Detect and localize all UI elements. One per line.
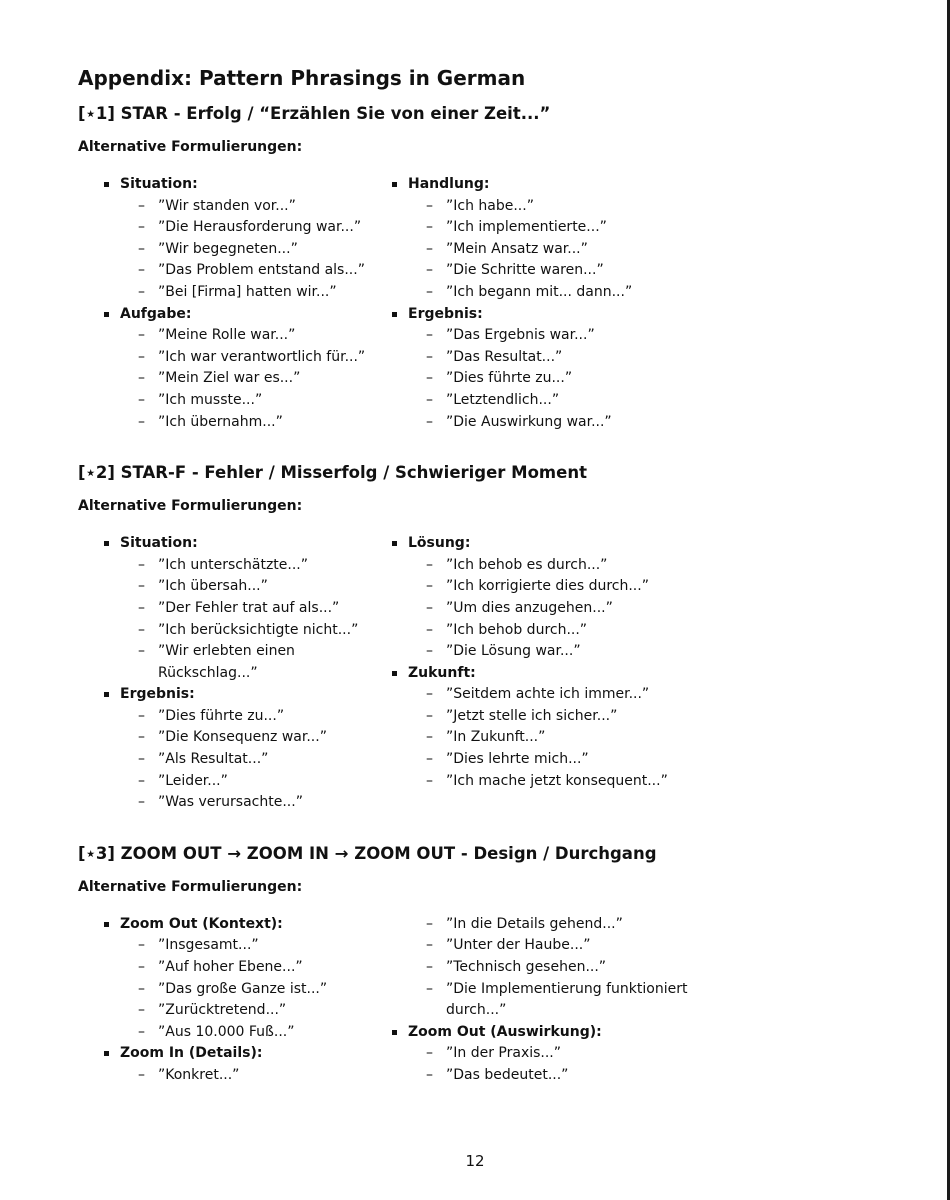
right-column [388, 533, 698, 814]
dash-bullet: – [426, 915, 433, 932]
phrase-item [388, 347, 698, 369]
category-label-text: Handlung: [408, 176, 490, 192]
phrase-text: ”Ich begann mit... dann...” [446, 283, 633, 300]
phrase-item [388, 1043, 698, 1065]
phrase-text: ”Unter der Haube...” [446, 937, 591, 954]
list-item [100, 1043, 388, 1086]
phrase-text: ”Das große Ganze ist...” [158, 980, 328, 997]
dash-bullet: – [426, 219, 433, 236]
left-column [78, 174, 388, 433]
sections-container [78, 102, 878, 1087]
phrase-text: ”Leider...” [158, 772, 228, 789]
phrase-text: ”Ich korrigierte dies durch...” [446, 578, 649, 595]
dash-bullet: – [426, 686, 433, 703]
phrase-item [388, 684, 698, 706]
phrase-item [388, 260, 698, 282]
phrase-item [100, 412, 388, 434]
phrase-item [388, 390, 698, 412]
phrase-text: ”Ich implementierte...” [446, 219, 607, 236]
phrase-text: ”Die Implementierung funktioniert durch...” [446, 980, 688, 1019]
dash-bullet: – [138, 751, 145, 768]
section-heading: [⋆1] STAR - Erfolg / “Erzählen Sie von einer Zeit...” [78, 104, 551, 123]
phrase-text: ”Ich behob es durch...” [446, 556, 608, 573]
phrase-item [388, 555, 698, 577]
phrase-item [388, 576, 698, 598]
phrase-item [388, 1065, 698, 1087]
list-item [388, 1022, 698, 1087]
phrase-item [388, 239, 698, 261]
phrase-text: ”Ich habe...” [446, 197, 534, 214]
phrase-text: ”Ich übernahm...” [158, 413, 283, 430]
dash-bullet: – [138, 937, 145, 954]
category-label [388, 1022, 698, 1044]
phrase-item [388, 282, 698, 304]
list-item [388, 663, 698, 793]
dash-bullet: – [426, 937, 433, 954]
dash-bullet: – [138, 772, 145, 789]
phrase-columns [78, 174, 878, 433]
phrase-item [100, 325, 388, 347]
dash-bullet: – [426, 1067, 433, 1083]
square-bullet-icon [392, 182, 397, 187]
phrase-text: ”Das Ergebnis war...” [446, 327, 595, 344]
phrase-text: ”Ich musste...” [158, 391, 263, 408]
phrase-text: ”In der Praxis...” [446, 1045, 562, 1062]
phrase-text: ”Jetzt stelle ich sicher...” [446, 707, 618, 724]
phrase-text: ”Das bedeutet...” [446, 1067, 569, 1083]
phrase-text: ”Ich mache jetzt konsequent...” [446, 772, 668, 789]
phrase-item [100, 979, 388, 1001]
square-bullet-icon [104, 541, 109, 546]
phrase-item [100, 771, 388, 793]
phrase-text: ”Bei [Firma] hatten wir...” [158, 283, 337, 300]
phrase-text: ”Letztendlich...” [446, 391, 560, 408]
phrase-item [388, 368, 698, 390]
phrase-text: ”Was verursachte...” [158, 794, 303, 811]
category-label [100, 1043, 388, 1065]
phrase-item [388, 979, 698, 1022]
dash-bullet: – [426, 1045, 433, 1062]
phrase-item [100, 390, 388, 412]
category-label [100, 174, 388, 196]
phrase-item [388, 196, 698, 218]
dash-bullet: – [138, 621, 145, 638]
list-item [100, 174, 388, 304]
phrase-item [100, 282, 388, 304]
phrase-item [100, 1022, 388, 1044]
phrase-text: ”Mein Ziel war es...” [158, 370, 301, 387]
category-label-text: Situation: [120, 176, 198, 192]
phrase-item [100, 935, 388, 957]
category-label [100, 684, 388, 706]
phrase-text: ”Aus 10.000 Fuß...” [158, 1023, 295, 1040]
phrase-text: ”Seitdem achte ich immer...” [446, 686, 650, 703]
category-label [388, 533, 698, 555]
dash-bullet: – [138, 1002, 145, 1019]
dash-bullet: – [138, 643, 145, 660]
dash-bullet: – [138, 959, 145, 976]
alternative-formulations-label: Alternative Formulierungen: [78, 139, 303, 155]
phrase-text: ”In Zukunft...” [446, 729, 546, 746]
phrase-text: ”Wir standen vor...” [158, 197, 296, 214]
category-label-text: Ergebnis: [408, 305, 483, 322]
dash-bullet: – [138, 219, 145, 236]
phrase-item [100, 368, 388, 390]
category-label-text: Aufgabe: [120, 305, 192, 322]
phrase-text: ”Ich unterschätzte...” [158, 556, 308, 573]
square-bullet-icon [392, 671, 397, 676]
phrase-item [100, 641, 388, 684]
category-label [100, 914, 388, 936]
square-bullet-icon [104, 182, 109, 187]
square-bullet-icon [104, 692, 109, 697]
phrase-item [100, 792, 388, 814]
category-label-text: Ergebnis: [120, 686, 195, 703]
dash-bullet: – [426, 283, 433, 300]
list-item [388, 304, 698, 434]
phrase-text: ”Zurücktretend...” [158, 1002, 287, 1019]
category-label-text: Zoom In (Details): [120, 1045, 263, 1062]
phrase-item [388, 957, 698, 979]
square-bullet-icon [104, 922, 109, 927]
square-bullet-icon [104, 1051, 109, 1056]
list-item [100, 533, 388, 684]
dash-bullet: – [138, 391, 145, 408]
square-bullet-icon [392, 312, 397, 317]
dash-bullet: – [138, 556, 145, 573]
phrase-item [100, 727, 388, 749]
phrase-text: ”Die Lösung war...” [446, 643, 581, 660]
alternative-formulations-label: Alternative Formulierungen: [78, 878, 303, 895]
dash-bullet: – [138, 707, 145, 724]
phrase-item [388, 771, 698, 793]
page-number: 12 [465, 1152, 485, 1170]
section-3 [78, 842, 878, 1087]
phrase-columns [78, 914, 878, 1087]
category-label-text: Zoom Out (Auswirkung): [408, 1023, 602, 1040]
phrase-item [100, 706, 388, 728]
dash-bullet: – [426, 413, 433, 430]
section-heading: [⋆3] ZOOM OUT → ZOOM IN → ZOOM OUT - Design / Durchgang [78, 843, 657, 863]
dash-bullet: – [426, 621, 433, 638]
dash-bullet: – [138, 599, 145, 616]
category-label [388, 304, 698, 326]
phrase-text: ”Konkret...” [158, 1067, 240, 1083]
square-bullet-icon [104, 312, 109, 317]
right-column [388, 174, 698, 433]
phrase-text: ”Ich berücksichtigte nicht...” [158, 621, 359, 638]
dash-bullet: – [138, 240, 145, 257]
phrase-item [388, 217, 698, 239]
dash-bullet: – [426, 959, 433, 976]
dash-bullet: – [426, 599, 433, 616]
right-column [388, 914, 698, 1087]
dash-bullet: – [426, 262, 433, 279]
square-bullet-icon [392, 541, 397, 546]
dash-bullet: – [138, 980, 145, 997]
dash-bullet: – [138, 262, 145, 279]
page-title: Appendix: Pattern Phrasings in German [78, 66, 526, 90]
category-label-text: Situation: [120, 535, 198, 552]
dash-bullet: – [138, 413, 145, 430]
dash-bullet: – [138, 794, 145, 811]
phrase-text: ”Der Fehler trat auf als...” [158, 599, 340, 616]
list-item [388, 533, 698, 663]
phrase-text: ”Technisch gesehen...” [446, 959, 607, 976]
phrase-text: ”Um dies anzugehen...” [446, 599, 613, 616]
phrase-item [100, 1065, 388, 1087]
phrase-item [100, 196, 388, 218]
phrase-item [388, 412, 698, 434]
dash-bullet: – [138, 348, 145, 365]
phrase-item [100, 217, 388, 239]
phrase-text: ”Auf hoher Ebene...” [158, 959, 303, 976]
dash-bullet: – [138, 327, 145, 344]
category-label-text: Zoom Out (Kontext): [120, 915, 283, 932]
phrase-columns [78, 533, 878, 814]
category-label-text: Zukunft: [408, 664, 476, 681]
section-1 [78, 102, 878, 433]
category-label-text: Lösung: [408, 535, 471, 552]
category-label [388, 174, 698, 196]
phrase-item [100, 620, 388, 642]
dash-bullet: – [138, 1067, 145, 1083]
phrase-text: ”Ich behob durch...” [446, 621, 588, 638]
phrase-item [100, 555, 388, 577]
phrase-text: ”Wir begegneten...” [158, 240, 298, 257]
phrase-item [100, 347, 388, 369]
phrase-item [100, 749, 388, 771]
dash-bullet: – [426, 327, 433, 344]
dash-bullet: – [138, 578, 145, 595]
phrase-text: ”Dies führte zu...” [446, 370, 573, 387]
dash-bullet: – [138, 283, 145, 300]
dash-bullet: – [426, 643, 433, 660]
phrase-text: ”Insgesamt...” [158, 937, 259, 954]
section-2 [78, 461, 878, 814]
list-item [100, 914, 388, 1044]
dash-bullet: – [426, 240, 433, 257]
dash-bullet: – [138, 1023, 145, 1040]
phrase-text: ”Ich war verantwortlich für...” [158, 348, 366, 365]
phrase-item [100, 260, 388, 282]
dash-bullet: – [426, 980, 433, 997]
phrase-item [388, 914, 698, 936]
phrase-text: ”Die Konsequenz war...” [158, 729, 327, 746]
left-column [78, 533, 388, 814]
phrase-text: ”Dies führte zu...” [158, 707, 285, 724]
phrase-item [100, 576, 388, 598]
phrase-text: ”Das Problem entstand als...” [158, 262, 365, 279]
left-column [78, 914, 388, 1087]
phrase-item [388, 935, 698, 957]
dash-bullet: – [426, 370, 433, 387]
category-label [100, 533, 388, 555]
list-item [100, 304, 388, 434]
phrase-item [388, 727, 698, 749]
dash-bullet: – [426, 391, 433, 408]
phrase-item [388, 706, 698, 728]
dash-bullet: – [138, 197, 145, 214]
dash-bullet: – [426, 578, 433, 595]
phrase-text: ”Die Schritte waren...” [446, 262, 604, 279]
dash-bullet: – [426, 729, 433, 746]
square-bullet-icon [392, 1030, 397, 1035]
phrase-item [100, 239, 388, 261]
dash-bullet: – [138, 370, 145, 387]
phrase-text: ”In die Details gehend...” [446, 915, 623, 932]
phrase-text: ”Ich übersah...” [158, 578, 268, 595]
list-item [100, 684, 388, 814]
dash-bullet: – [426, 751, 433, 768]
phrase-item [388, 598, 698, 620]
list-item [388, 914, 698, 1022]
phrase-text: ”Mein Ansatz war...” [446, 240, 588, 257]
alternative-formulations-label: Alternative Formulierungen: [78, 498, 303, 515]
list-item [388, 174, 698, 304]
phrase-text: ”Die Herausforderung war...” [158, 219, 362, 236]
dash-bullet: – [426, 197, 433, 214]
document-page [78, 64, 878, 1087]
phrase-text: ”Als Resultat...” [158, 751, 269, 768]
phrase-item [388, 620, 698, 642]
section-heading: [⋆2] STAR-F - Fehler / Misserfolg / Schwieriger Moment [78, 463, 587, 483]
dash-bullet: – [426, 348, 433, 365]
dash-bullet: – [426, 556, 433, 573]
phrase-item [388, 325, 698, 347]
phrase-item [388, 749, 698, 771]
phrase-item [100, 1000, 388, 1022]
dash-bullet: – [426, 707, 433, 724]
dash-bullet: – [138, 729, 145, 746]
phrase-text: ”Die Auswirkung war...” [446, 413, 612, 430]
phrase-item [388, 641, 698, 663]
category-label [100, 304, 388, 326]
phrase-text: ”Meine Rolle war...” [158, 327, 296, 344]
category-label [388, 663, 698, 685]
phrase-item [100, 957, 388, 979]
phrase-text: ”Dies lehrte mich...” [446, 751, 589, 768]
phrase-text: ”Das Resultat...” [446, 348, 563, 365]
phrase-text: ”Wir erlebten einen Rückschlag...” [158, 643, 295, 681]
dash-bullet: – [426, 772, 433, 789]
phrase-item [100, 598, 388, 620]
